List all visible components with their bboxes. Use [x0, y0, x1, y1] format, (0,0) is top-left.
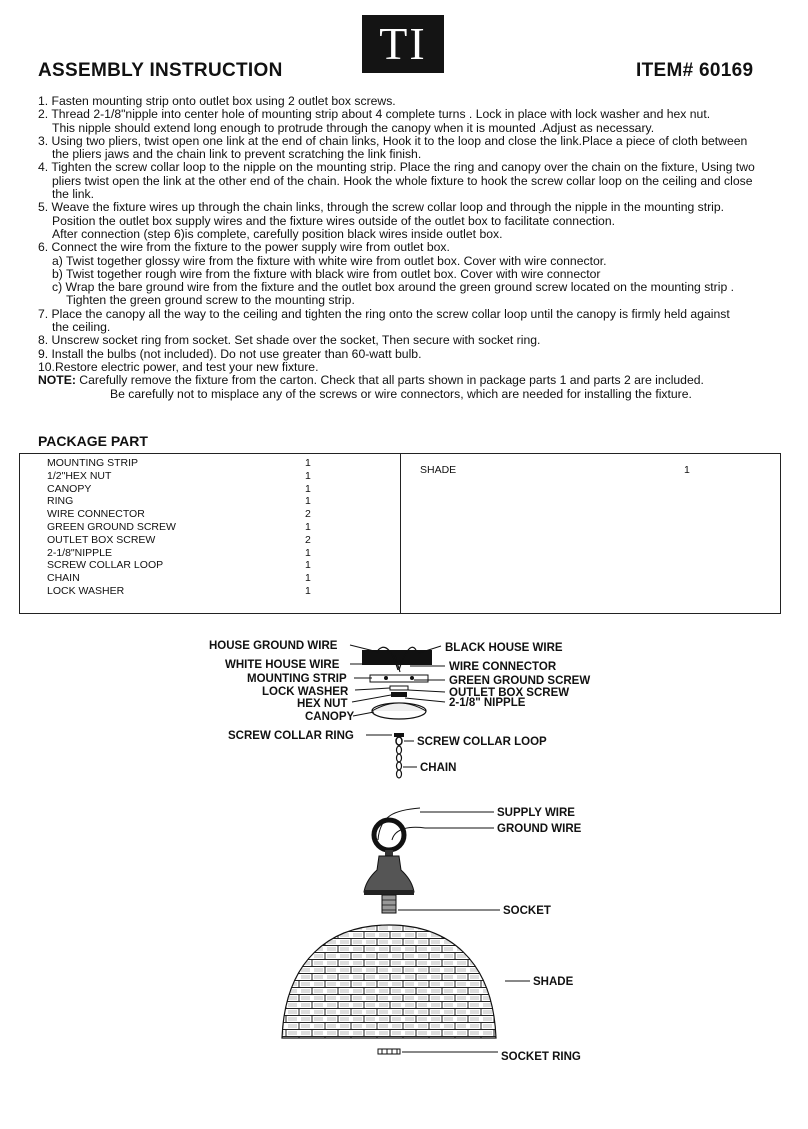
- part-name: 2-1/8"NIPPLE: [47, 546, 113, 559]
- step-line: Tighten the green ground screw to the mounting strip.: [66, 293, 355, 308]
- step-line: c) Wrap the bare ground wire from the fixture and the outlet box around the green ground screw located on the mounting strip .: [52, 280, 734, 295]
- part-qty: 1: [305, 495, 311, 508]
- part-name: LOCK WASHER: [47, 584, 125, 597]
- part-qty: 1: [305, 572, 311, 585]
- step-line: the link.: [52, 187, 95, 202]
- step-line: 3. Using two pliers, twist open one link at the end of chain links, Hook it to the loop and close the link.Place a piece of cloth between: [38, 133, 748, 148]
- label-socket: SOCKET: [503, 905, 551, 917]
- part-name: RING: [47, 495, 74, 508]
- step-line: 4. Tighten the screw collar loop to the nipple on the mounting strip. Place the ring and canopy over the chain on the fixture, Using two: [38, 160, 755, 175]
- label-outlet-box-screw: OUTLET BOX SCREW: [449, 687, 570, 699]
- step-line: 2. Thread 2-1/8"nipple into center hole of mounting strip about 4 complete turns . Lock in place with lock washer and hex nut.: [38, 107, 711, 122]
- mounting-strip: [370, 675, 428, 682]
- part-qty: 1: [305, 469, 311, 482]
- label-wire-connector: WIRE CONNECTOR: [449, 661, 557, 673]
- step-line: a) Twist together glossy wire from the fixture with white wire from outlet box. Cover with wire connector.: [52, 253, 607, 268]
- item-number: ITEM# 60169: [636, 60, 754, 81]
- part-name: WIRE CONNECTOR: [47, 508, 145, 521]
- label-chain: CHAIN: [420, 762, 457, 774]
- part-name: SCREW COLLAR LOOP: [47, 559, 164, 572]
- fixture-cap: [364, 856, 414, 892]
- step-line: 7. Place the canopy all the way to the ceiling and tighten the ring onto the screw collar loop until the canopy is firmly held against: [38, 306, 730, 321]
- step-line: the ceiling.: [52, 320, 111, 335]
- ground-screw: [384, 676, 388, 680]
- part-name: GREEN GROUND SCREW: [47, 520, 176, 533]
- label-green-ground-screw: GREEN GROUND SCREW: [449, 675, 591, 687]
- step-line: 6. Connect the wire from the fixture to the power supply wire from outlet box.: [38, 240, 450, 255]
- label-shade: SHADE: [533, 976, 574, 988]
- label-screw-collar-ring: SCREW COLLAR RING: [228, 730, 354, 742]
- part-qty: 1: [684, 464, 690, 476]
- brand-logo: TI: [362, 15, 444, 73]
- part-name: SHADE: [420, 464, 457, 476]
- screw-collar-loop: [396, 737, 402, 745]
- step-line: 5. Weave the fixture wires up through the chain links, through the screw collar loop and through the nipple in the mounting strip.: [38, 200, 725, 215]
- note-label: NOTE:: [38, 373, 76, 388]
- shade: [282, 925, 496, 1054]
- shade-dome: [282, 925, 496, 1038]
- part-name: 1/2"HEX NUT: [47, 469, 112, 482]
- cap-base: [364, 890, 414, 895]
- chain: [397, 746, 402, 778]
- label-nipple: 2-1/8" NIPPLE: [449, 697, 526, 709]
- step-line: pliers twist open the link at the other end of the chain. Hook the whole fixture to hook the screw collar loop on the ceiling and close: [52, 173, 753, 188]
- label-hex-nut: HEX NUT: [297, 698, 348, 710]
- part-qty: 1: [305, 457, 311, 469]
- part-qty: 1: [305, 546, 311, 559]
- ground-screw: [410, 676, 414, 680]
- step-line: 1. Fasten mounting strip onto outlet box using 2 outlet box screws.: [38, 94, 396, 108]
- step-line: This nipple should extend long enough to protrude through the canopy when it is mounted .Adjust as necessary.: [52, 120, 655, 135]
- part-name: CANOPY: [47, 482, 92, 495]
- label-black-house-wire: BLACK HOUSE WIRE: [445, 642, 563, 654]
- part-qty: 1: [305, 482, 311, 495]
- part-name: MOUNTING STRIP: [47, 457, 138, 469]
- step-line: After connection (step 6)is complete, carefully position black wires inside outlet box.: [52, 226, 503, 241]
- part-qty: 1: [305, 584, 311, 597]
- label-supply-wire: SUPPLY WIRE: [497, 807, 575, 819]
- canopy-dome: [372, 703, 426, 711]
- fixture: [364, 808, 425, 913]
- part-qty: 2: [305, 533, 311, 546]
- note-text: Carefully remove the fixture from the carton. Check that all parts shown in package parts 1 and parts 2 are included.: [75, 373, 704, 388]
- label-house-ground-wire: HOUSE GROUND WIRE: [209, 640, 338, 652]
- step-line: Position the outlet box supply wires and the fixture wires outside of the outlet box to facilitate connection.: [52, 213, 615, 228]
- label-screw-collar-loop: SCREW COLLAR LOOP: [417, 736, 547, 748]
- loop-neck: [385, 850, 393, 856]
- label-ground-wire: GROUND WIRE: [497, 823, 582, 835]
- label-socket-ring: SOCKET RING: [501, 1051, 581, 1063]
- hex-nut: [391, 692, 407, 697]
- part-qty: 2: [305, 508, 311, 521]
- label-mounting-strip: MOUNTING STRIP: [247, 673, 347, 685]
- label-lock-washer: LOCK WASHER: [262, 686, 349, 698]
- step-line: the pliers jaws and the chain link to prevent scratching the link finish.: [52, 147, 422, 162]
- part-qty: 1: [305, 559, 311, 572]
- part-name: OUTLET BOX SCREW: [47, 533, 156, 546]
- label-white-house-wire: WHITE HOUSE WIRE: [225, 659, 340, 671]
- lock-washer: [390, 686, 408, 690]
- part-qty: 1: [305, 520, 311, 533]
- step-line: b) Twist together rough wire from the fixture with black wire from outlet box. Cover with wire connector: [52, 266, 601, 281]
- step-line: 9. Install the bulbs (not included). Do not use greater than 60-watt bulb.: [38, 346, 422, 361]
- ground-wire: [392, 827, 425, 840]
- step-line: 8. Unscrew socket ring from socket. Set shade over the socket, Then secure with socket ring.: [38, 333, 541, 348]
- step-line: 10.Restore electric power, and test your new fixture.: [38, 359, 319, 374]
- package-part-title: PACKAGE PART: [38, 433, 148, 449]
- page-title: ASSEMBLY INSTRUCTION: [38, 60, 283, 81]
- label-canopy: CANOPY: [305, 711, 355, 723]
- note-line: Be carefully not to misplace any of the screws or wire connectors, which are needed for installing the fixture.: [110, 386, 692, 401]
- part-name: CHAIN: [47, 572, 80, 585]
